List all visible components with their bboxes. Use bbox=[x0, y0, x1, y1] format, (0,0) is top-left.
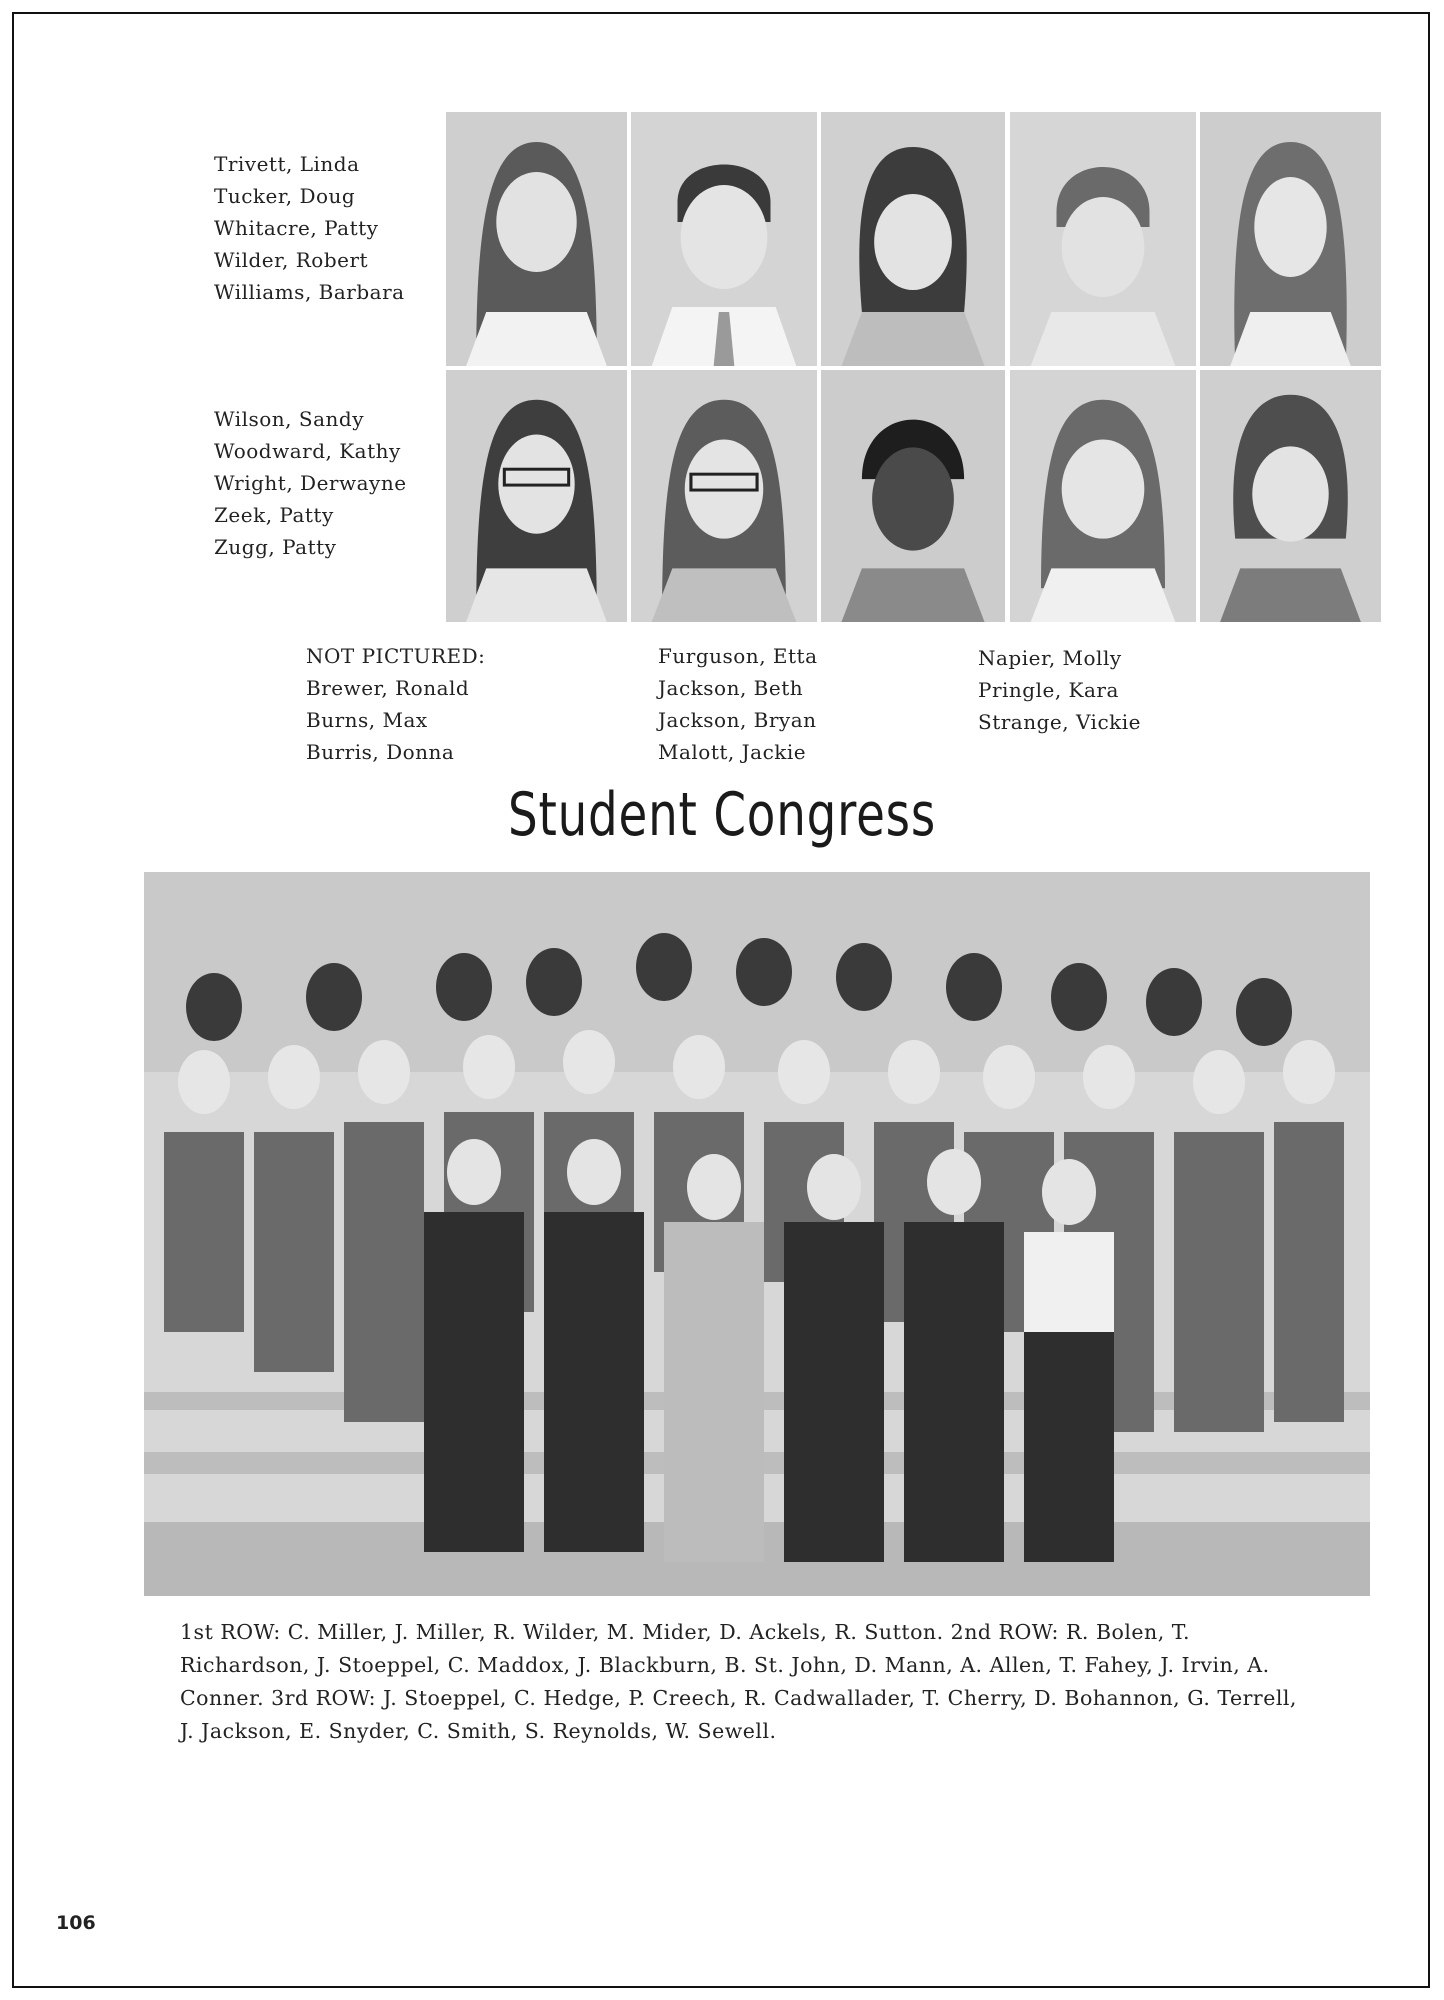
portrait-name: Wilder, Robert bbox=[214, 248, 369, 272]
not-pictured-column-1 bbox=[306, 640, 485, 768]
page-number: 106 bbox=[56, 1912, 96, 1934]
portrait-name: Zugg, Patty bbox=[214, 535, 337, 559]
portrait-name: Whitacre, Patty bbox=[214, 216, 379, 240]
portrait-photo bbox=[631, 112, 817, 366]
group-photo-caption: 1st ROW: C. Miller, J. Miller, R. Wilder, M. Mider, D. Ackels, R. Sutton. 2nd ROW: R. Bolen, T. Richardson, J. Stoeppel, C. Maddox, J. Blackburn, B. St. John, D. Mann, A. Allen, T. Fahey, J. Irvin, A. Conner. 3rd ROW: J. Stoeppel, C. Hedge, P. Creech, R. Cadwallader, T. Cherry, D. Bohannon, G. Terrell, J. Jackson, E. Snyder, C. Smith, S. Reynolds, W. Sewell. bbox=[180, 1620, 1297, 1743]
not-pictured-name: Malott, Jackie bbox=[658, 740, 807, 764]
not-pictured-name: Brewer, Ronald bbox=[306, 676, 470, 700]
not-pictured-name: Pringle, Kara bbox=[978, 678, 1119, 702]
portrait-photo bbox=[1010, 370, 1196, 622]
portrait-name: Tucker, Doug bbox=[214, 184, 356, 208]
not-pictured-name: Napier, Molly bbox=[978, 646, 1122, 670]
portrait-photo bbox=[1010, 112, 1196, 366]
portrait-name: Trivett, Linda bbox=[214, 152, 360, 176]
not-pictured-name: Jackson, Beth bbox=[658, 676, 804, 700]
not-pictured-column-3 bbox=[978, 642, 1141, 738]
portrait-photo bbox=[446, 370, 627, 622]
group-photo bbox=[144, 872, 1370, 1596]
not-pictured-heading: NOT PICTURED: bbox=[306, 644, 486, 668]
portrait-name: Wright, Derwayne bbox=[214, 471, 407, 495]
portrait-photo bbox=[821, 370, 1005, 622]
portrait-photo bbox=[1200, 370, 1381, 622]
portrait-photo bbox=[631, 370, 817, 622]
not-pictured-name: Jackson, Bryan bbox=[658, 708, 817, 732]
portrait-name: Zeek, Patty bbox=[214, 503, 334, 527]
portrait-name: Wilson, Sandy bbox=[214, 407, 365, 431]
portrait-name: Williams, Barbara bbox=[214, 280, 405, 304]
not-pictured-name: Furguson, Etta bbox=[658, 644, 818, 668]
not-pictured-name: Burns, Max bbox=[306, 708, 428, 732]
portrait-name: Woodward, Kathy bbox=[214, 439, 401, 463]
section-title: Student Congress bbox=[507, 780, 937, 850]
portrait-names-row-2 bbox=[214, 403, 407, 563]
not-pictured-name: Burris, Donna bbox=[306, 740, 455, 764]
portrait-names-row-1 bbox=[214, 148, 405, 308]
portrait-photo bbox=[821, 112, 1005, 366]
portrait-photo bbox=[1200, 112, 1381, 366]
portrait-photo bbox=[446, 112, 627, 366]
not-pictured-name: Strange, Vickie bbox=[978, 710, 1141, 734]
not-pictured-column-2 bbox=[658, 640, 818, 768]
